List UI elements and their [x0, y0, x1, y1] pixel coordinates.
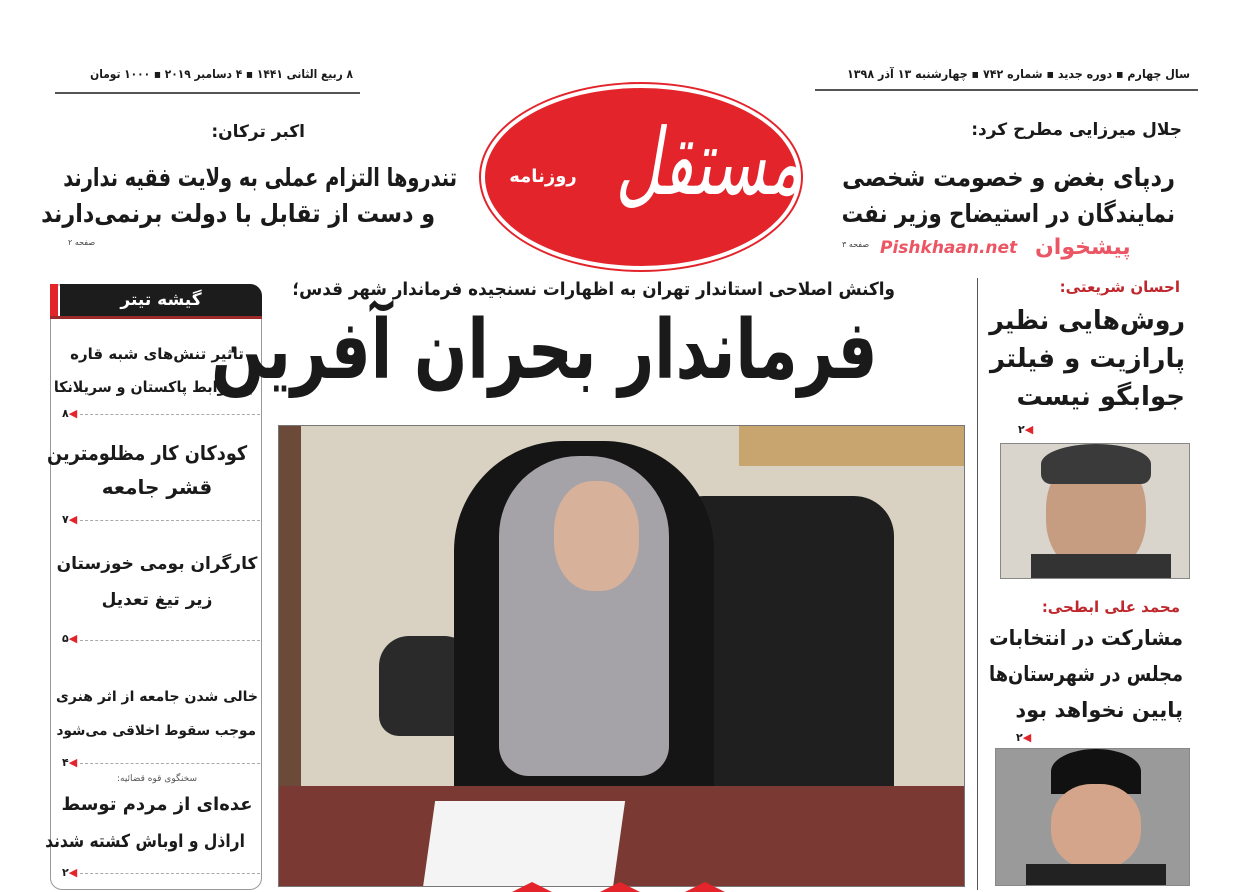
page-marker: ۷◀: [62, 513, 78, 526]
date-info-left: ۸ ربیع الثانی ۱۴۴۱ ▪ ۴ دسامبر ۲۰۱۹ ▪ ۱۰۰۰ تومان: [90, 67, 353, 81]
portrait-photo-1[interactable]: [1000, 443, 1190, 579]
top-left-kicker: اکبر ترکان:: [211, 122, 305, 142]
headline-line: ردپای بغض و خصومت شخصی: [842, 163, 1175, 192]
page-marker: ۴◀: [62, 756, 78, 769]
headline-line: روش‌هایی نظیر: [989, 306, 1185, 336]
page-marker: ۲◀: [62, 866, 78, 879]
headline-line: و دست از تقابل با دولت برنمی‌دارند: [41, 199, 436, 228]
list-item[interactable]: [55, 680, 259, 748]
top-right-headline[interactable]: [835, 160, 1175, 232]
item-line: کودکان کار مظلومترین: [47, 441, 248, 465]
watermark: Pishkhaan.net: [880, 238, 1018, 258]
page-ref: صفحه ۲: [68, 238, 96, 247]
photo-frame: [739, 426, 965, 466]
item-line: خالی شدن جامعه از اثر هنری: [56, 689, 258, 705]
photo-paper: [423, 801, 625, 887]
item-line: کارگران بومی خوزستان: [56, 554, 258, 574]
page-marker: ۲◀: [1016, 731, 1032, 744]
top-left-headline[interactable]: [41, 160, 457, 232]
logo-sub-text: روزنامه: [509, 166, 577, 187]
watermark-fa: پیشخوان: [1035, 235, 1131, 260]
headline-line: مشارکت در انتخابات: [989, 626, 1183, 650]
item-line: زیر تیغ تعدیل: [101, 590, 213, 610]
right-story-2[interactable]: [985, 620, 1183, 728]
portrait-photo-2[interactable]: [995, 748, 1190, 886]
headline-line: پارازیت و فیلتر: [990, 344, 1185, 374]
newspaper-logo: [485, 88, 803, 266]
page-marker: ۵◀: [62, 632, 78, 645]
headline-line: نمایندگان در استیضاح وزیر نفت: [841, 199, 1175, 228]
list-item[interactable]: [45, 772, 259, 860]
divider: [80, 763, 260, 764]
box-accent: [50, 284, 58, 316]
right-kicker-1: احسان شریعتی:: [1059, 278, 1180, 296]
top-right-kicker: جلال میرزایی مطرح کرد:: [971, 120, 1182, 140]
item-line: بر روابط پاکستان و سریلانکا: [53, 378, 254, 396]
item-line: موجب سقوط اخلاقی می‌شود: [56, 723, 256, 739]
headline-line: جوابگو نیست: [1016, 382, 1185, 412]
decor-triangle: [685, 882, 725, 892]
decor-triangle: [600, 882, 640, 892]
right-kicker-2: محمد علی ابطحی:: [1041, 598, 1180, 616]
lead-subtitle: واکنش اصلاحی استاندار تهران به اظهارات نسنجیده فرماندار شهر قدس؛: [292, 279, 896, 300]
logo-main-text: مستقل: [615, 109, 803, 216]
decor-triangle: [512, 882, 552, 892]
headline-line: مجلس در شهرستان‌ها: [989, 662, 1183, 686]
page-ref: صفحه ۳: [842, 240, 870, 249]
lead-photo[interactable]: [278, 425, 965, 887]
item-line: تاثیر تنش‌های شبه قاره: [70, 345, 244, 363]
photo-face: [554, 481, 639, 591]
divider: [80, 520, 260, 521]
list-item[interactable]: [47, 436, 259, 504]
item-line: اراذل و اوباش کشته شدند: [45, 831, 245, 852]
item-line: عده‌ای از مردم توسط: [61, 794, 253, 815]
item-line: قشر جامعه: [101, 475, 213, 499]
divider: [80, 873, 260, 874]
issue-info-right: سال چهارم ▪ دوره جدید ▪ شماره ۷۴۲ ▪ چهارشنبه ۱۳ آذر ۱۳۹۸: [847, 67, 1190, 81]
divider: [80, 414, 260, 415]
column-divider: [977, 278, 978, 890]
right-story-1[interactable]: [985, 302, 1185, 416]
headline-line: پایین نخواهد بود: [1015, 698, 1183, 722]
list-item[interactable]: [55, 546, 259, 618]
divider: [80, 640, 260, 641]
page-marker: ۲◀: [1018, 423, 1034, 436]
page-marker: ۸◀: [62, 407, 78, 420]
lead-headline[interactable]: فرماندار بحران آفرین: [210, 303, 878, 398]
item-kicker: سخنگوی قوه قضائیه:: [116, 774, 198, 784]
divider: [815, 89, 1198, 91]
divider: [55, 92, 360, 94]
headline-line: تندروها التزام عملی به ولایت فقیه ندارند: [63, 163, 457, 192]
headlines-box-title: گیشه تیتر: [60, 284, 262, 316]
